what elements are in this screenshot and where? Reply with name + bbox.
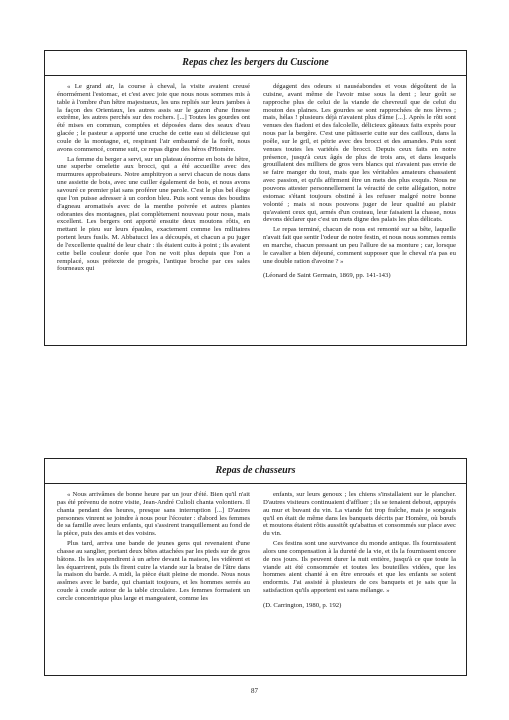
citation: (Léonard de Saint Germain, 1869, pp. 141-143)	[263, 272, 391, 280]
paragraph: Le repas terminé, chacun de nous est remonté sur sa bête, laquelle n'avait fait que sentir l'odeur de notre festin, et nous nous sommes remis en marche, chacun pressant un peu l'allure de sa monture ; car, lorsque le cavalier a bien déjeuné, comment supposer que le cheval n'a pas eu une double ration d'avoine ? »	[263, 226, 456, 265]
paragraph: La femme du berger a servi, sur un plateau énorme en bois de hêtre, une superbe omelette aux brocci, qui a été accueillie avec des murmures approbateurs. Notre amphitryon a servi chacun de nous dans une assiette de bois, avec une cuiller également de bois, et nous avons savouré ce premier plat sans proférer une parole. C'est le plus bel éloge que l'on puisse adresser à un cordon bleu. Puis sont venus des boudins d'agneau aromatisés avec de la menthe poivrée et autres plantes odorantes des montagnes, plat complètement nouveau pour nous, mais excellent. Les bergers ont apporté ensuite deux moutons rôtis, en mettant le pieu sur leurs épaules, exactement comme les militaires portent leurs fusils. M. Abbatucci les a découpés, et chacun a pu juger de l'excellente qualité de leur chair : ils étaient cuits à point ; ils avaient cette belle couleur dorée que l'on ne voit plus depuis que l'on a remplacé, sous prétexte de progrès, l'antique broche par ces sales fourneaux qui	[57, 155, 250, 273]
citation: (D. Carrington, 1980, p. 192)	[263, 601, 342, 609]
two-column-text	[45, 76, 466, 280]
paragraph: dégagent des odeurs si nauséabondes et vous dégoûtent de la cuisine, avant même de l'avoir mise sous la dent ; leur goût se rapproche plus de celui de la viande de chevreuil que de celui du mouton des plaines. Les gourdes se sont rapprochées de nos lèvres ; mais, hélas ! plusieurs déjà n'avaient plus d'âme [...]. Après le rôti sont venues des fiadoni et des falcolelle, délicieux gâteaux faits exprès pour nous par la bergère. C'est une pâtisserie cuite sur des cailloux, dans la poêle, sur le gril, et pétrie avec des brocci et des amandes. Puis sont venues toutes les variétés de brocci. Depuis ceux faits en notre présence, jusqu'à ceux âgés de plus de trois ans, et dans lesquels grouillaient des milliers de gros vers blancs qui n'avaient pas envie de se faire manger du tout, mais que les véritables amateurs chassaient avec passion, et qu'ils affirment être un mets des plus exquis. Nous ne pouvons attester personnellement la véracité de cette allégation, notre estomac s'étant toujours obstiné à les refuser malgré notre bonne volonté ; mais si nous pouvons juger de leur qualité au plaisir qu'avaient ceux qui, armés d'un couteau, leur faisaient la chasse, nous devons déclarer que c'est un mets digne des palais les plus délicats.	[263, 83, 456, 224]
paragraph: Plus tard, arriva une bande de jeunes gens qui revenaient d'une chasse au sanglier, portant deux bêtes attachées par les pieds sur de gros bâtons. Ils les suspendirent à un arbre devant la maison, les vidèrent et les équarrirent, puis ils firent cuire la viande sur la braise de l'âtre dans la maison du barde. A midi, la pièce était pleine de monde. Nous nous assîmes avec le barde, qui chantait toujours, et les hommes serrés au coude à coude autour de la table circulaire. Les femmes formaient un cercle concentrique plus large et mangeaient, comme les	[57, 540, 250, 602]
two-column-text	[45, 484, 466, 610]
box-title: Repas chez les bergers du Cuscione	[182, 57, 329, 68]
right-column	[263, 83, 456, 280]
paragraph: enfants, sur leurs genoux ; les chiens s'installaient sur le plancher. D'autres visiteurs continuaient d'affluer ; ils se tenaient debout, appuyés au mur et buvant du vin. La viande fut trop fraîche, mais je songeais qu'il en était de même dans les banquets décrits par Homère, où bœufs et moutons étaient rôtis aussitôt qu'abattus et consommés sur place avec du vin.	[263, 491, 456, 538]
paragraph: « Le grand air, la course à cheval, la visite avaient creusé énormément l'estomac, et c'est avec joie que nous nous sommes mis à table à l'ombre d'un hêtre majestueux, les uns repliés sur leurs jambes à la façon des Orientaux, les autres assis sur le gazon d'une finesse extrême, les autres perchés sur des rochers. [...] Toutes les gourdes ont été mises en commun, comptées et déposées dans des seaux d'eau glacée ; le pasteur a apporté une cruche de cette eau si délicieuse qui coule de la montagne, et, respirant l'air embaumé de la forêt, nous avons commencé, comme suit, ce repas digne des héros d'Homère.	[57, 83, 250, 153]
box-title: Repas de chasseurs	[215, 465, 296, 476]
left-column	[57, 491, 250, 610]
text-box-bergers	[44, 50, 467, 346]
left-column	[57, 83, 250, 280]
paragraph: « Nous arrivâmes de bonne heure par un jour d'été. Bien qu'il n'ait pas été prévenu de notre visite, Jean-André Culioli chanta volontiers. Il chanta pendant des heures, presque sans interruption [...] D'autres personnes vinrent se joindre à nous pour l'écouter : d'abord les femmes de sa famille avec leurs enfants, qui s'assirent tranquillement au fond de la pièce, puis des amis et des voisins.	[57, 491, 250, 538]
page-number: 87	[251, 687, 258, 695]
paragraph: Ces festins sont une survivance du monde antique. Ils fournissaient alors une compensation à la dureté de la vie, et ils la fournissent encore de nos jours. Ils peuvent durer la nuit entière, jusqu'à ce que toute la viande ait été consommée et toutes les bouteilles vidées, que les hommes aient chanté à en être enroués et que les enfants se soient endormis. J'ai assisté à plusieurs de ces banquets et je sais que la satisfaction qu'ils apportent est sans mélange. »	[263, 540, 456, 595]
text-box-chasseurs	[44, 458, 467, 676]
right-column	[263, 491, 456, 610]
